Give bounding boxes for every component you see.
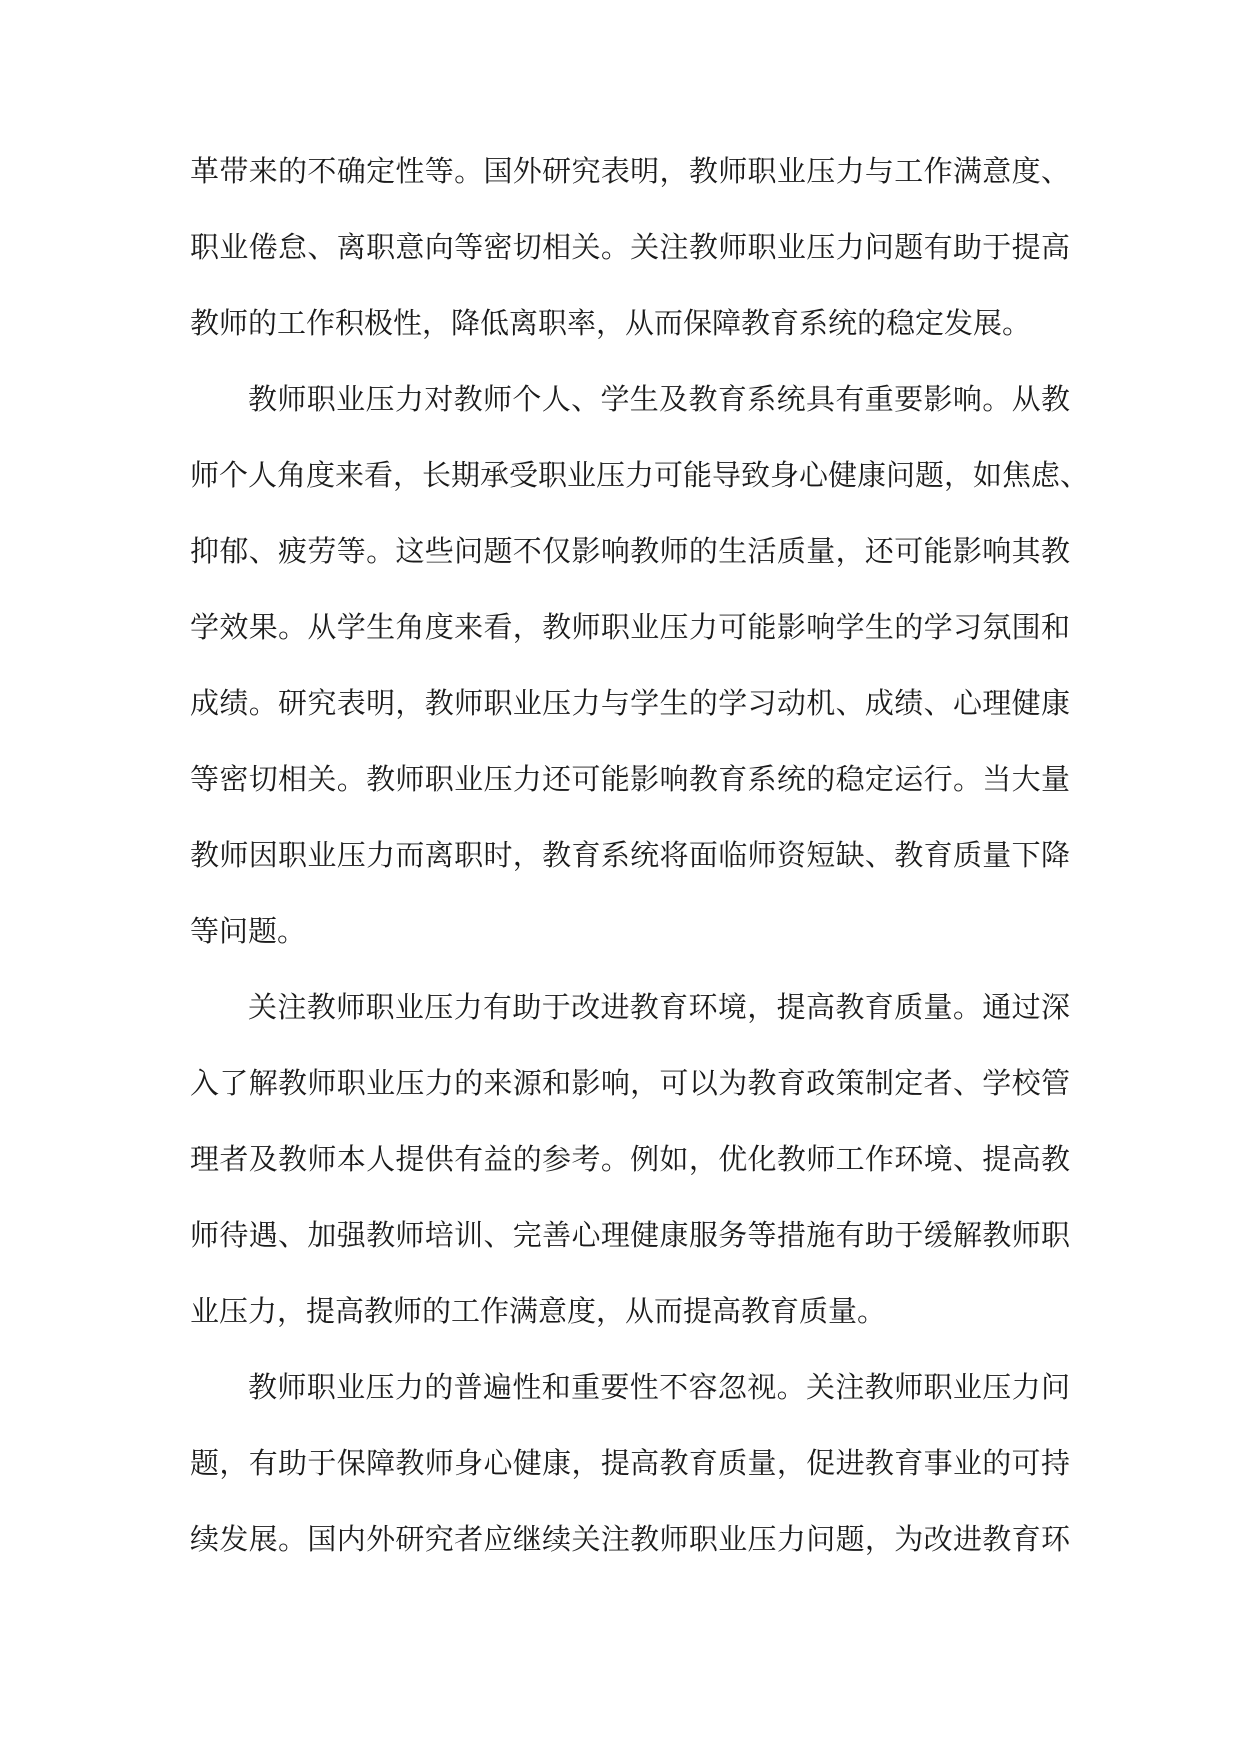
- text-line: 教师职业压力对教师个人、学生及教育系统具有重要影响。从教: [248, 382, 1070, 416]
- text-line: 等密切相关。教师职业压力还可能影响教育系统的稳定运行。当大量: [190, 762, 1070, 796]
- text-line: 教师的工作积极性，降低离职率，从而保障教育系统的稳定发展。: [190, 306, 1032, 340]
- text-line: 题，有助于保障教师身心健康，提高教育质量，促进教育事业的可持: [190, 1446, 1070, 1480]
- text-line: 续发展。国内外研究者应继续关注教师职业压力问题，为改进教育环: [190, 1522, 1070, 1556]
- text-line: 入了解教师职业压力的来源和影响，可以为教育政策制定者、学校管: [190, 1066, 1070, 1100]
- text-line: 关注教师职业压力有助于改进教育环境，提高教育质量。通过深: [248, 990, 1070, 1024]
- text-line: 学效果。从学生角度来看，教师职业压力可能影响学生的学习氛围和: [190, 610, 1070, 644]
- text-line: 师个人角度来看，长期承受职业压力可能导致身心健康问题，如焦虑、: [190, 458, 1090, 492]
- text-line: 革带来的不确定性等。国外研究表明，教师职业压力与工作满意度、: [190, 154, 1070, 188]
- text-line: 等问题。: [190, 914, 307, 948]
- text-line: 抑郁、疲劳等。这些问题不仅影响教师的生活质量，还可能影响其教: [190, 534, 1070, 568]
- text-line: 职业倦怠、离职意向等密切相关。关注教师职业压力问题有助于提高: [190, 230, 1070, 264]
- text-line: 成绩。研究表明，教师职业压力与学生的学习动机、成绩、心理健康: [190, 686, 1070, 720]
- text-line: 师待遇、加强教师培训、完善心理健康服务等措施有助于缓解教师职: [190, 1218, 1070, 1252]
- text-line: 教师职业压力的普遍性和重要性不容忽视。关注教师职业压力问: [248, 1370, 1070, 1404]
- text-line: 业压力，提高教师的工作满意度，从而提高教育质量。: [190, 1294, 887, 1328]
- text-line: 教师因职业压力而离职时，教育系统将面临师资短缺、教育质量下降: [190, 838, 1070, 872]
- text-line: 理者及教师本人提供有益的参考。例如，优化教师工作环境、提高教: [190, 1142, 1070, 1176]
